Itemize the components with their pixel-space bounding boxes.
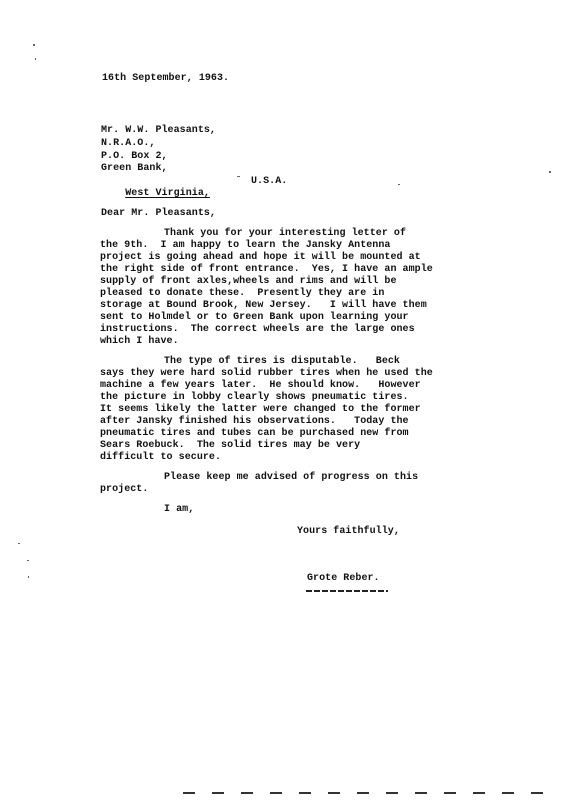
page-edge-dash (328, 792, 340, 794)
recipient-org: N.R.A.O., (101, 138, 156, 149)
salutation: Dear Mr. Pleasants, (101, 208, 216, 219)
paragraph-line: pleased to donate these. Presently they are in (100, 288, 385, 299)
page-edge-dash (270, 792, 282, 794)
recipient-country: U.S.A. (251, 176, 288, 187)
page-edge-dash (444, 792, 456, 794)
paragraph-line: instructions. The correct wheels are the large ones (100, 324, 415, 335)
signature-underline (306, 590, 388, 592)
letter-date: 16th September, 1963. (102, 73, 230, 84)
page-edge-dash (415, 792, 427, 794)
page-edge-dash (241, 792, 253, 794)
page-edge-dash (386, 792, 398, 794)
signature: Grote Reber. (307, 573, 380, 584)
i-am: I am, (164, 504, 195, 515)
margin-speck (549, 171, 551, 173)
paragraph-line: machine a few years later. He should know. However (100, 380, 421, 391)
paragraph-line: storage at Bound Brook, New Jersey. I will have them (100, 300, 427, 311)
page-edge-dash (502, 792, 514, 794)
closing: Yours faithfully, (297, 526, 400, 537)
page-edge-dash (473, 792, 485, 794)
paragraph-line: the right side of front entrance. Yes, I have an ample (100, 264, 433, 275)
recipient-box: P.O. Box 2, (101, 151, 168, 162)
margin-speck (28, 576, 29, 578)
margin-speck (33, 44, 35, 46)
margin-speck (237, 176, 240, 177)
page-edge-dash (183, 792, 195, 794)
page-edge-dash (299, 792, 311, 794)
paragraph-line: after Jansky finished his observations. Today the (100, 416, 409, 427)
paragraph-line: The type of tires is disputable. Beck (164, 356, 400, 367)
margin-speck (27, 560, 29, 561)
paragraph-line: project. (100, 484, 149, 495)
margin-speck (18, 543, 20, 544)
paragraph-line: Please keep me advised of progress on this (164, 472, 419, 483)
paragraph-line: says they were hard solid rubber tires when he used the (100, 368, 433, 379)
paragraph-line: supply of front axles,wheels and rims and will be (100, 276, 397, 287)
paragraph-line: difficult to secure. (100, 452, 222, 463)
page-edge-dash (212, 792, 224, 794)
page-edge-dash (357, 792, 369, 794)
paragraph-line: Sears Roebuck. The solid tires may be very (100, 440, 361, 451)
paragraph-line: project is going ahead and hope it will be mounted at (100, 252, 421, 263)
paragraph-line: the 9th. I am happy to learn the Jansky Antenna (100, 240, 391, 251)
page-edge-dash (531, 792, 543, 794)
margin-speck (398, 184, 400, 185)
recipient-city: Green Bank, (101, 163, 168, 174)
recipient-state: West Virginia, (125, 188, 210, 199)
paragraph-line: which I have. (100, 336, 179, 347)
paragraph-line: pneumatic tires and tubes can be purchased new from (100, 428, 409, 439)
paragraph-line: sent to Holmdel or to Green Bank upon learning your (100, 312, 409, 323)
recipient-name: Mr. W.W. Pleasants, (101, 125, 216, 136)
margin-speck (35, 58, 36, 60)
paragraph-line: the picture in lobby clearly shows pneumatic tires. (100, 392, 409, 403)
paragraph-line: It seems likely the latter were changed to the former (100, 404, 421, 415)
paragraph-line: Thank you for your interesting letter of (164, 228, 407, 239)
